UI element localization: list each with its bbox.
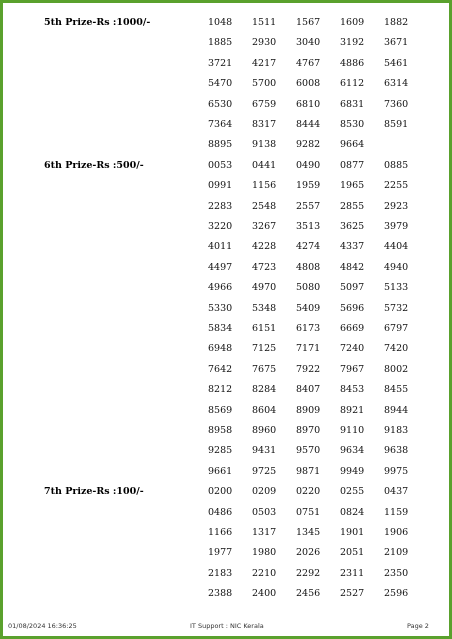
ticket-number: 1345 — [296, 527, 321, 538]
ticket-number: 7171 — [296, 343, 321, 355]
ticket-number: 6530 — [208, 98, 233, 110]
ticket-number: 8604 — [252, 404, 277, 416]
ticket-number: 4497 — [208, 261, 233, 273]
ticket-number: 0877 — [340, 159, 365, 171]
ticket-number: 1609 — [340, 17, 365, 28]
ticket-number: 0437 — [384, 486, 409, 498]
ticket-number: 8921 — [340, 404, 365, 416]
ticket-number: 3192 — [340, 37, 365, 49]
ticket-number: 1156 — [252, 180, 277, 192]
ticket-number: 7125 — [252, 343, 277, 355]
ticket-number: 4011 — [208, 241, 233, 253]
ticket-number: 3671 — [384, 37, 409, 49]
ticket-number: 2051 — [340, 547, 365, 559]
ticket-number: 1048 — [208, 17, 233, 28]
ticket-number: 7922 — [296, 363, 321, 375]
ticket-number: 8002 — [384, 363, 409, 375]
ticket-number: 0503 — [252, 506, 277, 518]
ticket-number: 6797 — [384, 323, 409, 334]
ticket-number: 4970 — [252, 282, 277, 294]
ticket-number: 8970 — [296, 425, 321, 436]
prize-label: 7th Prize-Rs :100/- — [44, 486, 144, 498]
ticket-number: 7675 — [252, 363, 277, 375]
ticket-number: 2311 — [340, 567, 365, 579]
ticket-number: 8284 — [252, 384, 277, 396]
ticket-number: 2930 — [252, 37, 277, 49]
ticket-number: 9138 — [252, 139, 277, 151]
ticket-number: 0441 — [252, 159, 277, 171]
ticket-number: 1166 — [208, 527, 233, 538]
ticket-number: 4217 — [252, 57, 277, 69]
ticket-number: 5097 — [340, 282, 365, 294]
ticket-number: 4886 — [340, 57, 365, 69]
ticket-number: 3721 — [208, 57, 233, 69]
ticket-number: 2456 — [296, 588, 321, 600]
ticket-number: 2210 — [252, 567, 277, 579]
ticket-number: 3625 — [340, 221, 365, 232]
ticket-number: 0486 — [208, 506, 233, 518]
ticket-number: 4940 — [384, 261, 409, 273]
ticket-number: 1980 — [252, 547, 277, 559]
ticket-number: 1965 — [340, 180, 365, 192]
ticket-number: 6173 — [296, 323, 321, 334]
ticket-number: 8569 — [208, 404, 233, 416]
ticket-number: 2548 — [252, 200, 277, 212]
ticket-number: 5696 — [340, 302, 365, 314]
ticket-number: 0053 — [208, 159, 233, 171]
ticket-number: 6314 — [384, 78, 409, 90]
ticket-number: 8317 — [252, 119, 277, 130]
ticket-number: 3979 — [384, 221, 409, 232]
ticket-number: 0209 — [252, 486, 277, 498]
ticket-number: 5834 — [208, 323, 233, 334]
ticket-number: 4274 — [296, 241, 321, 253]
ticket-number: 9871 — [296, 465, 321, 477]
footer-support: IT Support : NIC Kerala — [190, 622, 264, 630]
ticket-number: 9282 — [296, 139, 321, 151]
ticket-number: 1882 — [384, 17, 409, 28]
ticket-number: 1906 — [384, 527, 409, 538]
ticket-number: 0490 — [296, 159, 321, 171]
ticket-number: 0824 — [340, 506, 365, 518]
ticket-number: 5330 — [208, 302, 233, 314]
ticket-number: 7642 — [208, 363, 233, 375]
ticket-number: 4808 — [296, 261, 321, 273]
ticket-number: 8895 — [208, 139, 233, 151]
ticket-number: 6948 — [208, 343, 233, 355]
ticket-number: 1511 — [252, 17, 277, 28]
ticket-number: 5461 — [384, 57, 409, 69]
prize-label: 5th Prize-Rs :1000/- — [44, 17, 151, 28]
ticket-number: 9634 — [340, 445, 365, 457]
ticket-number: 1159 — [384, 506, 409, 518]
ticket-number: 2400 — [252, 588, 277, 600]
ticket-number: 0200 — [208, 486, 233, 498]
ticket-number: 2026 — [296, 547, 321, 559]
ticket-number: 0991 — [208, 180, 233, 192]
ticket-number: 0255 — [340, 486, 365, 498]
ticket-number: 8960 — [252, 425, 277, 436]
ticket-number: 8530 — [340, 119, 365, 130]
ticket-number: 9431 — [252, 445, 277, 457]
ticket-number: 5133 — [384, 282, 409, 294]
ticket-number: 1959 — [296, 180, 321, 192]
ticket-number: 2557 — [296, 200, 321, 212]
ticket-number: 5700 — [252, 78, 277, 90]
ticket-number: 2527 — [340, 588, 365, 600]
ticket-number: 8407 — [296, 384, 321, 396]
ticket-number: 2255 — [384, 180, 409, 192]
ticket-number: 0885 — [384, 159, 409, 171]
ticket-number: 2855 — [340, 200, 365, 212]
ticket-number: 6810 — [296, 98, 321, 110]
ticket-number: 9183 — [384, 425, 409, 436]
ticket-number: 7420 — [384, 343, 409, 355]
ticket-number: 6112 — [340, 78, 365, 90]
ticket-number: 4723 — [252, 261, 277, 273]
ticket-number: 3220 — [208, 221, 233, 232]
ticket-number: 2350 — [384, 567, 409, 579]
ticket-number: 8958 — [208, 425, 233, 436]
ticket-number: 3267 — [252, 221, 277, 232]
ticket-number: 3040 — [296, 37, 321, 49]
ticket-number: 2388 — [208, 588, 233, 600]
ticket-number: 4842 — [340, 261, 365, 273]
ticket-number: 4767 — [296, 57, 321, 69]
ticket-number: 6151 — [252, 323, 277, 334]
ticket-number: 2596 — [384, 588, 409, 600]
ticket-number: 8453 — [340, 384, 365, 396]
ticket-number: 6008 — [296, 78, 321, 90]
ticket-number: 5348 — [252, 302, 277, 314]
ticket-number: 8909 — [296, 404, 321, 416]
ticket-number: 8455 — [384, 384, 409, 396]
ticket-number: 5470 — [208, 78, 233, 90]
ticket-number: 5080 — [296, 282, 321, 294]
ticket-number: 4404 — [384, 241, 409, 253]
ticket-number: 9725 — [252, 465, 277, 477]
ticket-number: 9661 — [208, 465, 233, 477]
page-footer — [0, 622, 452, 634]
ticket-number: 5732 — [384, 302, 409, 314]
ticket-number: 9570 — [296, 445, 321, 457]
ticket-number: 8591 — [384, 119, 409, 130]
ticket-number: 7360 — [384, 98, 409, 110]
ticket-number: 1317 — [252, 527, 277, 538]
ticket-number: 0220 — [296, 486, 321, 498]
ticket-number: 6831 — [340, 98, 365, 110]
ticket-number: 5409 — [296, 302, 321, 314]
ticket-number: 9975 — [384, 465, 409, 477]
ticket-number: 9285 — [208, 445, 233, 457]
ticket-number: 1901 — [340, 527, 365, 538]
ticket-number: 4228 — [252, 241, 277, 253]
ticket-number: 0751 — [296, 506, 321, 518]
prize-label: 6th Prize-Rs :500/- — [44, 159, 144, 171]
ticket-number: 7364 — [208, 119, 233, 130]
ticket-number: 2109 — [384, 547, 409, 559]
ticket-number: 9664 — [340, 139, 365, 151]
ticket-number: 8212 — [208, 384, 233, 396]
ticket-number: 4966 — [208, 282, 233, 294]
ticket-number: 9638 — [384, 445, 409, 457]
ticket-number: 3513 — [296, 221, 321, 232]
ticket-number: 1567 — [296, 17, 321, 28]
ticket-number: 7240 — [340, 343, 365, 355]
ticket-number: 2923 — [384, 200, 409, 212]
ticket-number: 6669 — [340, 323, 365, 334]
ticket-number: 7967 — [340, 363, 365, 375]
ticket-number: 2292 — [296, 567, 321, 579]
ticket-number: 2183 — [208, 567, 233, 579]
ticket-number: 2283 — [208, 200, 233, 212]
ticket-number: 9110 — [340, 425, 365, 436]
ticket-number: 9949 — [340, 465, 365, 477]
ticket-number: 6759 — [252, 98, 277, 110]
ticket-number: 8444 — [296, 119, 321, 130]
ticket-number: 8944 — [384, 404, 409, 416]
footer-timestamp: 01/08/2024 16:36:25 — [8, 622, 77, 630]
ticket-number: 1977 — [208, 547, 233, 559]
ticket-number: 1885 — [208, 37, 233, 49]
footer-page-number: Page 2 — [407, 622, 429, 630]
ticket-number: 4337 — [340, 241, 365, 253]
